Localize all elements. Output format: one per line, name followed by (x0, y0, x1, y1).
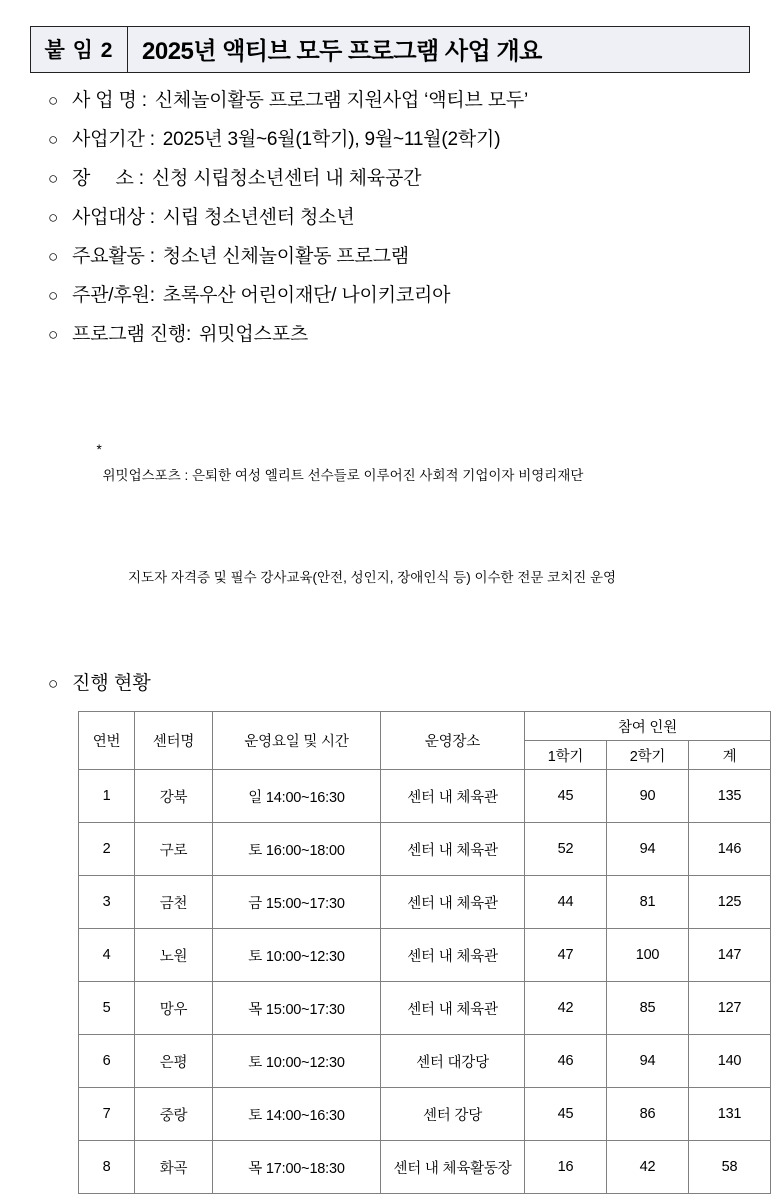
cell-total: 140 (689, 1035, 771, 1088)
section-heading-status (48, 668, 750, 695)
cell-place: 센터 내 체육관 (381, 982, 525, 1035)
cell-term1: 16 (525, 1141, 607, 1194)
column-header-schedule: 운영요일 및 시간 (213, 712, 381, 770)
list-item (48, 208, 750, 227)
info-value: 청소년 신체놀이활동 프로그램 (162, 246, 409, 267)
cell-total: 135 (689, 770, 771, 823)
info-label: 장 소 : (72, 168, 144, 189)
column-header-no: 연번 (79, 712, 135, 770)
cell-center: 강북 (135, 770, 213, 823)
cell-center: 은평 (135, 1035, 213, 1088)
table-row (79, 1088, 771, 1141)
cell-term2: 42 (607, 1141, 689, 1194)
cell-schedule: 토 10:00~12:30 (213, 929, 381, 982)
table-row (79, 770, 771, 823)
cell-center: 중랑 (135, 1088, 213, 1141)
footnote-line-1 (74, 411, 750, 514)
document-header (30, 26, 750, 73)
cell-term1: 47 (525, 929, 607, 982)
cell-place: 센터 내 체육활동장 (381, 1141, 525, 1194)
info-label: 사업대상 : (72, 207, 155, 228)
bullet-circle-icon: ○ (48, 247, 59, 266)
info-value: 위밋업스포츠 (199, 324, 309, 345)
cell-place: 센터 내 체육관 (381, 929, 525, 982)
cell-term2: 94 (607, 1035, 689, 1088)
list-item (48, 130, 750, 149)
cell-no: 1 (79, 770, 135, 823)
cell-total: 58 (689, 1141, 771, 1194)
cell-total: 146 (689, 823, 771, 876)
column-header-place: 운영장소 (381, 712, 525, 770)
list-item (48, 247, 750, 266)
info-label: 프로그램 진행: (72, 324, 192, 345)
column-header-participants: 참여 인원 (525, 712, 771, 741)
table-header-row-1 (79, 712, 771, 741)
bullet-circle-icon: ○ (48, 169, 59, 188)
table-row (79, 876, 771, 929)
cell-term2: 90 (607, 770, 689, 823)
cell-no: 2 (79, 823, 135, 876)
column-header-term1: 1학기 (525, 741, 607, 770)
table-row (79, 929, 771, 982)
cell-schedule: 목 15:00~17:30 (213, 982, 381, 1035)
cell-center: 노원 (135, 929, 213, 982)
footnote-asterisk: * (96, 441, 102, 457)
program-overview-list (30, 91, 750, 344)
cell-schedule: 일 14:00~16:30 (213, 770, 381, 823)
status-table-wrapper (78, 711, 742, 1194)
info-label: 사 업 명 : (72, 90, 147, 111)
info-label: 주요활동 : (72, 246, 155, 267)
cell-term2: 81 (607, 876, 689, 929)
cell-no: 8 (79, 1141, 135, 1194)
cell-term2: 86 (607, 1088, 689, 1141)
info-value: 신청 시립청소년센터 내 체육공간 (151, 168, 422, 189)
cell-term1: 45 (525, 1088, 607, 1141)
cell-term2: 100 (607, 929, 689, 982)
cell-total: 147 (689, 929, 771, 982)
cell-term1: 52 (525, 823, 607, 876)
cell-schedule: 토 10:00~12:30 (213, 1035, 381, 1088)
cell-schedule: 금 15:00~17:30 (213, 876, 381, 929)
cell-term2: 85 (607, 982, 689, 1035)
cell-center: 금천 (135, 876, 213, 929)
bullet-circle-icon: ○ (48, 130, 59, 149)
table-row (79, 823, 771, 876)
info-label: 주관/후원: (72, 285, 155, 306)
bullet-circle-icon: ○ (48, 325, 59, 344)
footnote-text: 위밋업스포츠 : 은퇴한 여성 엘리트 선수들로 이루어진 사회적 기업이자 비영리재단 (102, 467, 584, 483)
column-header-total: 계 (689, 741, 771, 770)
section-heading-label: 진행 현황 (72, 673, 151, 695)
cell-schedule: 토 14:00~16:30 (213, 1088, 381, 1141)
table-row (79, 982, 771, 1035)
info-value: 신체놀이활동 프로그램 지원사업 ‘액티브 모두’ (154, 90, 529, 111)
cell-term2: 94 (607, 823, 689, 876)
info-value: 시립 청소년센터 청소년 (162, 207, 355, 228)
cell-term1: 44 (525, 876, 607, 929)
column-header-center: 센터명 (135, 712, 213, 770)
status-table (78, 711, 771, 1194)
cell-term1: 45 (525, 770, 607, 823)
cell-no: 4 (79, 929, 135, 982)
bullet-circle-icon: ○ (48, 674, 59, 694)
cell-total: 127 (689, 982, 771, 1035)
table-body (79, 770, 771, 1194)
table-header (79, 712, 771, 770)
cell-schedule: 토 16:00~18:00 (213, 823, 381, 876)
cell-place: 센터 강당 (381, 1088, 525, 1141)
cell-schedule: 목 17:00~18:30 (213, 1141, 381, 1194)
cell-total: 125 (689, 876, 771, 929)
table-row (79, 1035, 771, 1088)
list-item (48, 169, 750, 188)
info-label: 사업기간 : (72, 129, 155, 150)
cell-no: 3 (79, 876, 135, 929)
info-value: 초록우산 어린이재단/ 나이키코리아 (162, 285, 451, 306)
cell-total: 131 (689, 1088, 771, 1141)
cell-place: 센터 내 체육관 (381, 876, 525, 929)
cell-no: 7 (79, 1088, 135, 1141)
list-item (48, 286, 750, 305)
page-title: 2025년 액티브 모두 프로그램 사업 개요 (128, 26, 750, 73)
column-header-term2: 2학기 (607, 741, 689, 770)
info-value: 2025년 3월~6월(1학기), 9월~11월(2학기) (162, 129, 501, 150)
list-item (48, 325, 750, 344)
attachment-badge: 붙 임 2 (30, 26, 128, 73)
cell-place: 센터 내 체육관 (381, 770, 525, 823)
bullet-circle-icon: ○ (48, 286, 59, 305)
bullet-circle-icon: ○ (48, 91, 59, 110)
bullet-circle-icon: ○ (48, 208, 59, 227)
cell-center: 구로 (135, 823, 213, 876)
footnote-line-2: 지도자 자격증 및 필수 강사교육(안전, 성인지, 장애인식 등) 이수한 전문 코치진 운영 (128, 570, 617, 586)
footnote (74, 360, 750, 642)
cell-no: 6 (79, 1035, 135, 1088)
table-row (79, 1141, 771, 1194)
cell-center: 망우 (135, 982, 213, 1035)
cell-place: 센터 내 체육관 (381, 823, 525, 876)
list-item (48, 91, 750, 110)
cell-no: 5 (79, 982, 135, 1035)
cell-place: 센터 대강당 (381, 1035, 525, 1088)
cell-term1: 46 (525, 1035, 607, 1088)
cell-center: 화곡 (135, 1141, 213, 1194)
cell-term1: 42 (525, 982, 607, 1035)
